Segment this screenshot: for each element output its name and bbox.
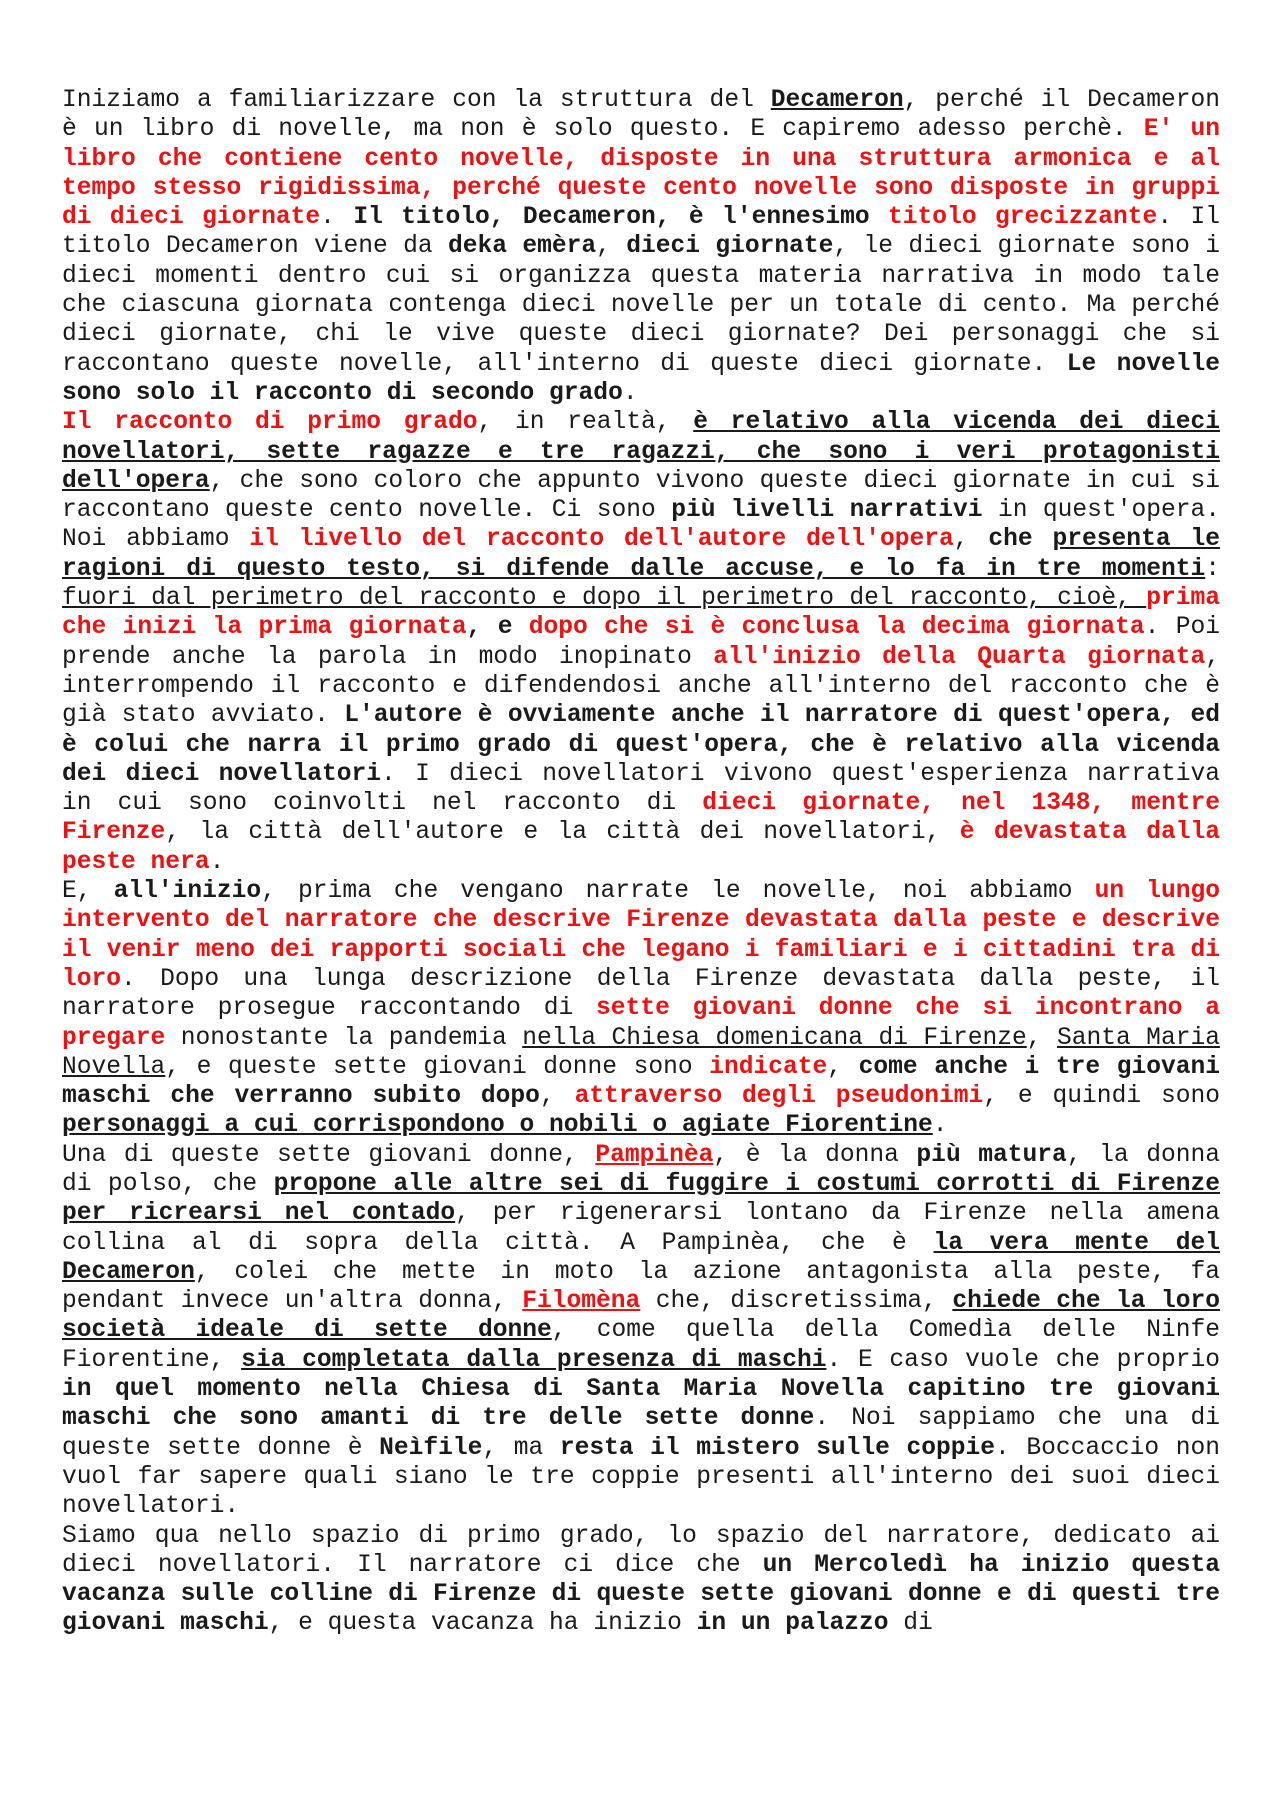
bold-text: Neìfile bbox=[379, 1434, 483, 1462]
highlighted-text: indicate bbox=[709, 1053, 828, 1081]
text-run: Una di queste sette giovani donne, bbox=[62, 1141, 596, 1169]
text-run: Siamo qua nello spazio di primo grado, lo spazio del narratore, dedicato ai dieci novellatori. Il narratore ci dice che bbox=[62, 1522, 1220, 1579]
text-run: , bbox=[1026, 1024, 1057, 1052]
text-run: . bbox=[932, 1112, 948, 1140]
bold-underlined-text: la vera mente del Decameron bbox=[62, 1229, 1220, 1286]
text-run: in quest'opera. Noi abbiamo bbox=[62, 497, 1221, 554]
bold-text: più matura bbox=[916, 1141, 1067, 1169]
bold-text: in un palazzo bbox=[696, 1610, 889, 1638]
text-run: . E caso vuole che proprio bbox=[826, 1346, 1220, 1374]
bold-text: resta il mistero sulle coppie bbox=[559, 1434, 996, 1462]
text-run: , colei che mette in moto la azione antagonista alla peste, fa pendant invece un'altra donna, bbox=[62, 1258, 1220, 1316]
text-run: . Poi prende anche la parola in modo inopinato bbox=[62, 614, 1221, 671]
text-run: , e queste sette giovani donne sono bbox=[165, 1053, 710, 1081]
text-run: , e quindi sono bbox=[983, 1083, 1220, 1111]
bold-text: un Mercoledì ha inizio questa vacanza sulle colline di Firenze di queste sette giovani donne e di questi tre giovani maschi bbox=[62, 1551, 1220, 1638]
bold-text: dieci giornate bbox=[626, 233, 834, 261]
text-run: , per rigenerarsi lontano da Firenze nella amena collina al di sopra della città. A Pampinèa, che è bbox=[62, 1200, 1220, 1257]
text-run: , è la donna bbox=[713, 1141, 917, 1169]
paragraph bbox=[62, 86, 1220, 408]
bold-text: all'inizio bbox=[113, 878, 262, 906]
text-run: , le dieci giornate sono i dieci momenti dentro cui si organizza questa materia narrativa in modo tale che ciascuna giornata contenga dieci novelle per un totale di cento. Ma perché dieci giornate, chi le vive queste dieci giornate? Dei personaggi che si raccontano queste novelle, all'interno di queste dieci giornate. bbox=[62, 233, 1220, 378]
highlighted-text: sette giovani donne che si incontrano a pregare bbox=[62, 995, 1220, 1052]
bold-text: che bbox=[988, 526, 1053, 554]
text-run: . bbox=[209, 848, 225, 876]
bold-text: L'autore è ovviamente anche il narratore di quest'opera, ed è colui che narra il primo grado di quest'opera, che è relativo alla vicenda dei dieci novellatori bbox=[62, 702, 1220, 788]
highlighted-text: è devastata dalla peste nera bbox=[62, 819, 1220, 876]
text-run: , perché il Decameron è un libro di novelle, ma non è solo questo. E capiremo adesso perchè. bbox=[62, 87, 1220, 144]
highlighted-text: all'inizio della Quarta giornata bbox=[713, 643, 1206, 671]
bold-underlined-text: è relativo alla vicenda dei dieci novellatori, sette ragazze e tre ragazzi, che sono i veri protagonisti dell'opera bbox=[62, 409, 1220, 495]
text-run: E, bbox=[62, 878, 114, 906]
text-run: , e questa vacanza ha inizio bbox=[268, 1610, 697, 1638]
highlighted-text: E' un libro che contiene cento novelle, disposte in una struttura armonica e al tempo stesso rigidissima, perché queste cento novelle sono disposte in gruppi di dieci giornate bbox=[62, 116, 1220, 232]
text-run: . Dopo una lunga descrizione della Firenze devastata dalla peste, il narratore prosegue raccontando di bbox=[62, 965, 1220, 1023]
text-run: , la donna di polso, che bbox=[62, 1141, 1220, 1198]
bold-text: in quel momento nella Chiesa di Santa Maria Novella capitino tre giovani maschi che sono amanti di tre delle sette donne bbox=[62, 1376, 1220, 1433]
highlighted-text: dopo che si è conclusa la decima giornata bbox=[528, 614, 1145, 642]
text-run: , bbox=[539, 1083, 575, 1111]
text-run: , interrompendo il racconto e difendendosi anche all'interno del racconto che è già stato avviato. bbox=[62, 643, 1220, 730]
text-run: che, discretissima, bbox=[640, 1288, 953, 1316]
bold-underlined-text: propone alle altre sei di fuggire i costumi corrotti di Firenze per ricrearsi nel contado bbox=[62, 1170, 1221, 1228]
text-run: : bbox=[1205, 555, 1220, 583]
underlined-text: nella Chiesa domenicana di Firenze bbox=[522, 1024, 1027, 1052]
text-run: , bbox=[953, 526, 989, 554]
bold-text: Il titolo, Decameron, è l'ennesimo bbox=[353, 204, 889, 232]
highlighted-text: prima che inizi la prima giornata bbox=[62, 585, 1220, 642]
underlined-text: Santa Maria Novella bbox=[62, 1024, 1220, 1081]
bold-text: deka emèra bbox=[448, 233, 597, 261]
bold-underlined-text: sia completata dalla presenza di maschi bbox=[241, 1346, 827, 1374]
text-run: nonostante la pandemia bbox=[165, 1024, 523, 1052]
bold-underlined-text: presenta le ragioni di questo testo, si difende dalle accuse, e lo fa in tre momenti bbox=[62, 526, 1220, 583]
document-body bbox=[62, 86, 1220, 1639]
highlighted-underlined-text: Pampinèa bbox=[595, 1141, 714, 1169]
paragraph bbox=[62, 408, 1220, 877]
bold-text: Le novelle sono solo il racconto di secondo grado bbox=[62, 350, 1220, 407]
text-run: . bbox=[320, 204, 354, 232]
bold-underlined-text: chiede che la loro società ideale di sette donne bbox=[62, 1288, 1221, 1345]
text-run: di bbox=[888, 1610, 933, 1638]
bold-underlined-text: Decameron bbox=[770, 87, 904, 114]
paragraph bbox=[62, 1141, 1220, 1522]
highlighted-text: Il racconto di primo grado bbox=[62, 409, 478, 437]
text-run: , come quella della Comedìa delle Ninfe Fiorentine, bbox=[62, 1317, 1220, 1374]
text-run: , la città dell'autore e la città dei novellatori, bbox=[165, 819, 960, 847]
text-run: , che sono coloro che appunto vivono queste dieci giornate in cui si raccontano queste cento novelle. Ci sono bbox=[62, 467, 1220, 525]
bold-text: più livelli narrativi bbox=[671, 497, 983, 525]
text-run: , prima che vengano narrate le novelle, noi abbiamo bbox=[261, 878, 1095, 906]
highlighted-text: dieci giornate, nel 1348, mentre Firenze bbox=[62, 790, 1220, 847]
highlighted-text: attraverso degli pseudonimi bbox=[574, 1083, 984, 1111]
text-run: . Noi sappiamo che una di queste sette donne è bbox=[62, 1405, 1220, 1462]
text-run: Iniziamo a familiarizzare con la struttura del bbox=[62, 87, 771, 114]
text-run: . Il titolo Decameron viene da bbox=[62, 204, 1220, 261]
text-run: . bbox=[622, 379, 638, 407]
text-run: . I dieci novellatori vivono quest'esperienza narrativa in cui sono coinvolti nel racconto di bbox=[62, 760, 1220, 818]
highlighted-text: un lungo intervento del narratore che descrive Firenze devastata dalla peste e descrive il venir meno dei rapporti sociali che legano i familiari e i cittadini tra di loro bbox=[62, 878, 1220, 993]
bold-text: come anche i tre giovani maschi che verranno subito dopo bbox=[62, 1053, 1220, 1111]
text-run: , ma bbox=[482, 1434, 560, 1462]
text-run: , bbox=[596, 233, 627, 261]
highlighted-text: titolo grecizzante bbox=[888, 204, 1158, 232]
underlined-text: fuori dal perimetro del racconto e dopo il perimetro del racconto, cioè, bbox=[62, 585, 1147, 613]
text-run: . Boccaccio non vuol far sapere quali siano le tre coppie presenti all'interno dei suoi dieci novellatori. bbox=[62, 1434, 1220, 1521]
highlighted-underlined-text: Filomèna bbox=[522, 1288, 641, 1316]
highlighted-text: il livello del racconto dell'autore dell'opera bbox=[249, 526, 954, 554]
paragraph bbox=[62, 877, 1220, 1141]
text-run: , bbox=[827, 1053, 859, 1081]
bold-underlined-text: personaggi a cui corrispondono o nobili o agiate Fiorentine bbox=[62, 1112, 933, 1140]
bold-text: , e bbox=[466, 614, 529, 642]
text-run: , in realtà, bbox=[477, 409, 694, 437]
paragraph bbox=[62, 1522, 1220, 1639]
